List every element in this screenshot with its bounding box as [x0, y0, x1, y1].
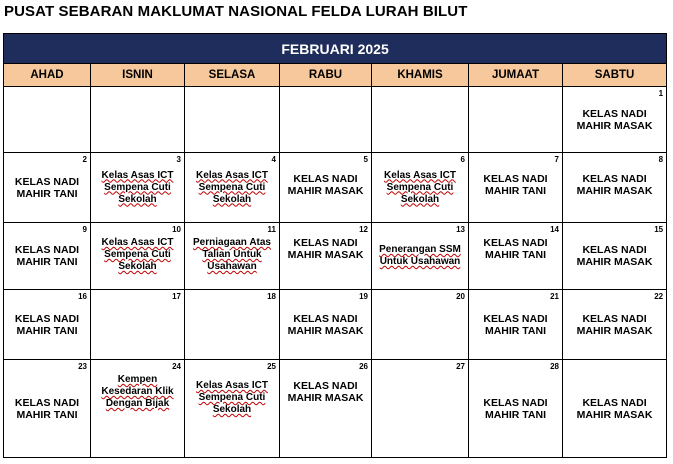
day-number: 13	[456, 225, 465, 234]
day-cell	[372, 153, 469, 223]
day-cell	[280, 153, 372, 223]
day-number: 7	[554, 155, 559, 164]
day-cell	[4, 223, 91, 290]
day-number: 27	[456, 362, 465, 371]
day-cell	[563, 223, 667, 290]
day-cell	[4, 87, 91, 153]
event-text: Penerangan SSM Untuk Usahawan	[379, 244, 461, 267]
day-cell	[563, 290, 667, 360]
day-cell	[185, 290, 280, 360]
day-number: 19	[359, 292, 368, 301]
day-number: 9	[82, 225, 87, 234]
day-cell	[4, 153, 91, 223]
day-cell	[469, 153, 563, 223]
day-cell	[91, 87, 185, 153]
day-cell	[185, 153, 280, 223]
day-cell	[185, 87, 280, 153]
day-number: 1	[658, 89, 664, 98]
event-text: KELAS NADI MAHIR MASAK	[576, 107, 653, 132]
event-text: KELAS NADI MAHIR TANI	[483, 237, 548, 261]
day-number: 21	[550, 292, 559, 301]
day-cell	[469, 87, 563, 153]
event-text: KELAS NADI MAHIR MASAK	[576, 244, 653, 268]
day-number: 11	[267, 225, 276, 234]
event-text: KELAS NADI MAHIR MASAK	[576, 173, 653, 197]
day-cell	[91, 360, 185, 458]
day-cell	[469, 360, 563, 458]
event-text: Perniagaan Atas Talian Untuk Usahawan	[193, 237, 271, 272]
day-cell	[91, 290, 185, 360]
day-number: 3	[176, 155, 181, 164]
event-text: KELAS NADI MAHIR TANI	[483, 396, 548, 421]
day-cell	[91, 223, 185, 290]
day-number: 12	[359, 225, 368, 234]
day-cell	[563, 153, 667, 223]
event-text: KELAS NADI MAHIR MASAK	[287, 380, 364, 404]
day-header-jumaat: JUMAAT	[469, 64, 563, 87]
day-number: 4	[271, 155, 276, 164]
event-text: KELAS NADI MAHIR MASAK	[576, 396, 653, 421]
day-header-khamis: KHAMIS	[372, 64, 469, 87]
day-cell	[469, 223, 563, 290]
day-number: 14	[550, 225, 559, 234]
day-number: 18	[267, 292, 276, 301]
day-cell	[280, 223, 372, 290]
month-header: FEBRUARI 2025	[4, 34, 667, 64]
day-number: 17	[172, 292, 181, 301]
day-cell	[280, 87, 372, 153]
event-text: Kelas Asas ICT Sempena Cuti Sekolah	[196, 169, 268, 205]
event-text: Kelas Asas ICT Sempena Cuti Sekolah	[384, 169, 456, 205]
event-text: KELAS NADI MAHIR TANI	[14, 396, 80, 421]
event-text: KELAS NADI MAHIR MASAK	[287, 312, 364, 337]
day-cell	[185, 360, 280, 458]
day-number: 24	[172, 362, 181, 371]
day-cell	[372, 223, 469, 290]
day-cell	[372, 87, 469, 153]
day-number: 26	[359, 362, 368, 371]
event-text: KELAS NADI MAHIR TANI	[14, 175, 80, 200]
day-header-isnin: ISNIN	[91, 64, 185, 87]
event-text: KELAS NADI MAHIR TANI	[14, 312, 80, 337]
day-cell	[280, 290, 372, 360]
day-number: 15	[654, 225, 664, 234]
day-number: 6	[460, 155, 465, 164]
day-number: 5	[363, 155, 368, 164]
event-text: KELAS NADI MAHIR MASAK	[287, 237, 364, 261]
day-cell	[469, 290, 563, 360]
document-title: PUSAT SEBARAN MAKLUMAT NASIONAL FELDA LURAH BILUT	[4, 3, 468, 20]
day-number: 16	[78, 292, 87, 301]
day-cell	[372, 360, 469, 458]
event-text: KELAS NADI MAHIR TANI	[14, 244, 80, 268]
event-text: KELAS NADI MAHIR MASAK	[576, 312, 653, 337]
day-number: 23	[78, 362, 87, 371]
day-number: 2	[82, 155, 87, 164]
day-header-rabu: RABU	[280, 64, 372, 87]
day-cell	[4, 360, 91, 458]
day-header-selasa: SELASA	[185, 64, 280, 87]
day-number: 22	[654, 292, 664, 301]
calendar-table	[3, 33, 667, 458]
day-cell	[563, 360, 667, 458]
day-cell	[4, 290, 91, 360]
day-header-ahad: AHAD	[4, 64, 91, 87]
day-header-sabtu: SABTU	[563, 64, 667, 87]
event-text: KELAS NADI MAHIR TANI	[483, 312, 548, 337]
event-text: Kelas Asas ICT Sempena Cuti Sekolah	[101, 169, 174, 205]
event-text: Kempen Kesedaran Klik Dengan Bijak	[101, 374, 174, 409]
event-text: Kelas Asas ICT Sempena Cuti Sekolah	[101, 237, 174, 272]
day-number: 25	[267, 362, 276, 371]
day-cell	[91, 153, 185, 223]
event-text: Kelas Asas ICT Sempena Cuti Sekolah	[196, 380, 268, 415]
day-cell	[185, 223, 280, 290]
day-number: 8	[658, 155, 664, 164]
day-number: 20	[456, 292, 465, 301]
event-text: KELAS NADI MAHIR MASAK	[287, 173, 364, 197]
day-number: 10	[172, 225, 181, 234]
day-cell	[563, 87, 667, 153]
day-cell	[372, 290, 469, 360]
day-cell	[280, 360, 372, 458]
event-text: KELAS NADI MAHIR TANI	[483, 173, 548, 197]
day-number: 28	[550, 362, 559, 371]
